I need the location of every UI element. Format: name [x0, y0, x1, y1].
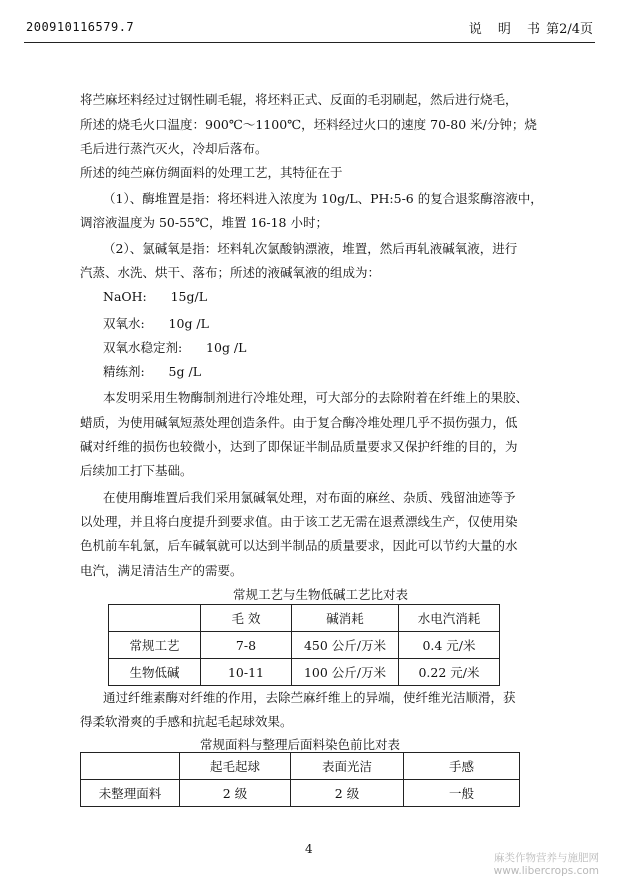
table-cell: 生物低碱 [109, 659, 201, 686]
page-info: 第2/4页 [546, 22, 593, 37]
body-line: 得柔软滑爽的手感和抗起毛起球效果。 [80, 714, 293, 729]
body-line: 所述的烧毛火口温度：900℃～1100℃，坯料经过火口的速度 70-80 米/分钟；烧 [80, 117, 537, 132]
watermark-url: www.libercrops.com [493, 865, 599, 877]
body-line: 电汽，满足清洁生产的需要。 [80, 563, 243, 578]
table-row [109, 659, 500, 686]
table-header-row [109, 605, 500, 632]
body-line: 所述的纯苎麻仿绸面料的处理工艺，其特征在于 [80, 165, 343, 180]
table-header-cell: 毛 效 [201, 605, 292, 632]
body-line: 色机前车轧氯，后车碱氧就可以达到半制品的质量要求，因此可以节约大量的水 [80, 538, 518, 553]
table-header-cell: 碱消耗 [292, 605, 399, 632]
body-line: 在使用酶堆置后我们采用氯碱氧处理，对布面的麻丝、杂质、残留油迹等予 [103, 490, 516, 505]
formula-line: NaOH: 15g/L [103, 289, 208, 304]
table-cell: 一般 [404, 780, 520, 807]
page-header-title [469, 18, 593, 37]
body-line: （2）、氯碱氧是指：坯料轧次氯酸钠漂液，堆置，然后再轧液碱氧液，进行 [103, 241, 518, 256]
table-cell: 10-11 [201, 659, 292, 686]
table-header-cell [81, 753, 180, 780]
body-line: 汽蒸、水洗、烘干、落布；所述的液碱氧液的组成为： [80, 265, 381, 280]
page-number: 4 [305, 842, 313, 856]
body-line: 毛后进行蒸汽灭火，冷却后落布。 [80, 141, 268, 156]
body-line: 后续加工打下基础。 [80, 463, 193, 478]
table-header-cell: 表面光洁 [291, 753, 404, 780]
table-cell: 2 级 [291, 780, 404, 807]
body-line: （1）、酶堆置是指：将坯料进入浓度为 10g/L、PH:5-6 的复合退浆酶溶液中， [103, 191, 543, 206]
table-cell: 0.22 元/米 [399, 659, 500, 686]
table-header-cell [109, 605, 201, 632]
table-row [109, 632, 500, 659]
table-header-cell: 起毛起球 [180, 753, 291, 780]
table-row [81, 780, 520, 807]
body-line: 本发明采用生物酶制剂进行冷堆处理，可大部分的去除附着在纤维上的果胶、 [103, 390, 529, 405]
document-number: 200910116579.7 [26, 20, 135, 34]
table-cell: 7-8 [201, 632, 292, 659]
table-caption: 常规工艺与生物低碱工艺比对表 [233, 587, 409, 602]
watermark-site-name: 麻类作物营养与施肥网 [494, 852, 599, 864]
table-cell: 常规工艺 [109, 632, 201, 659]
fabric-comparison-table [80, 752, 520, 807]
body-line: 碱对纤维的损伤也较微小，达到了即保证半制品质量要求又保护纤维的目的，为 [80, 439, 518, 454]
formula-line: 精练剂: 5g /L [103, 364, 201, 379]
table-caption: 常规面料与整理后面料染色前比对表 [200, 737, 401, 752]
section-label: 说 明 书 [468, 22, 547, 37]
table-cell: 0.4 元/米 [399, 632, 500, 659]
process-comparison-table [108, 604, 500, 686]
table-header-cell: 水电汽消耗 [399, 605, 500, 632]
table-header-cell: 手感 [404, 753, 520, 780]
table-cell: 100 公斤/万米 [292, 659, 399, 686]
watermark [494, 852, 599, 878]
table-cell: 2 级 [180, 780, 291, 807]
table-header-row [81, 753, 520, 780]
table-cell: 未整理面料 [81, 780, 180, 807]
table-cell: 450 公斤/万米 [292, 632, 399, 659]
formula-line: 双氧水稳定剂: 10g /L [103, 340, 247, 355]
body-line: 将苎麻坯料经过过钢性刷毛辊，将坯料正式、反面的毛羽刷起，然后进行烧毛， [80, 92, 518, 107]
formula-line: 双氧水: 10g /L [103, 316, 209, 331]
body-line: 通过纤维素酶对纤维的作用，去除苎麻纤维上的异端，使纤维光洁顺滑，获 [103, 690, 516, 705]
body-line: 以处理，并且将白度提升到要求值。由于该工艺无需在退煮漂线生产，仅使用染 [80, 514, 518, 529]
body-line: 蜡质，为使用碱氧短蒸处理创造条件。由于复合酶冷堆处理几乎不损伤强力，低 [80, 415, 518, 430]
body-line: 调溶液温度为 50-55℃，堆置 16-18 小时； [80, 215, 328, 230]
header-divider [24, 42, 595, 43]
